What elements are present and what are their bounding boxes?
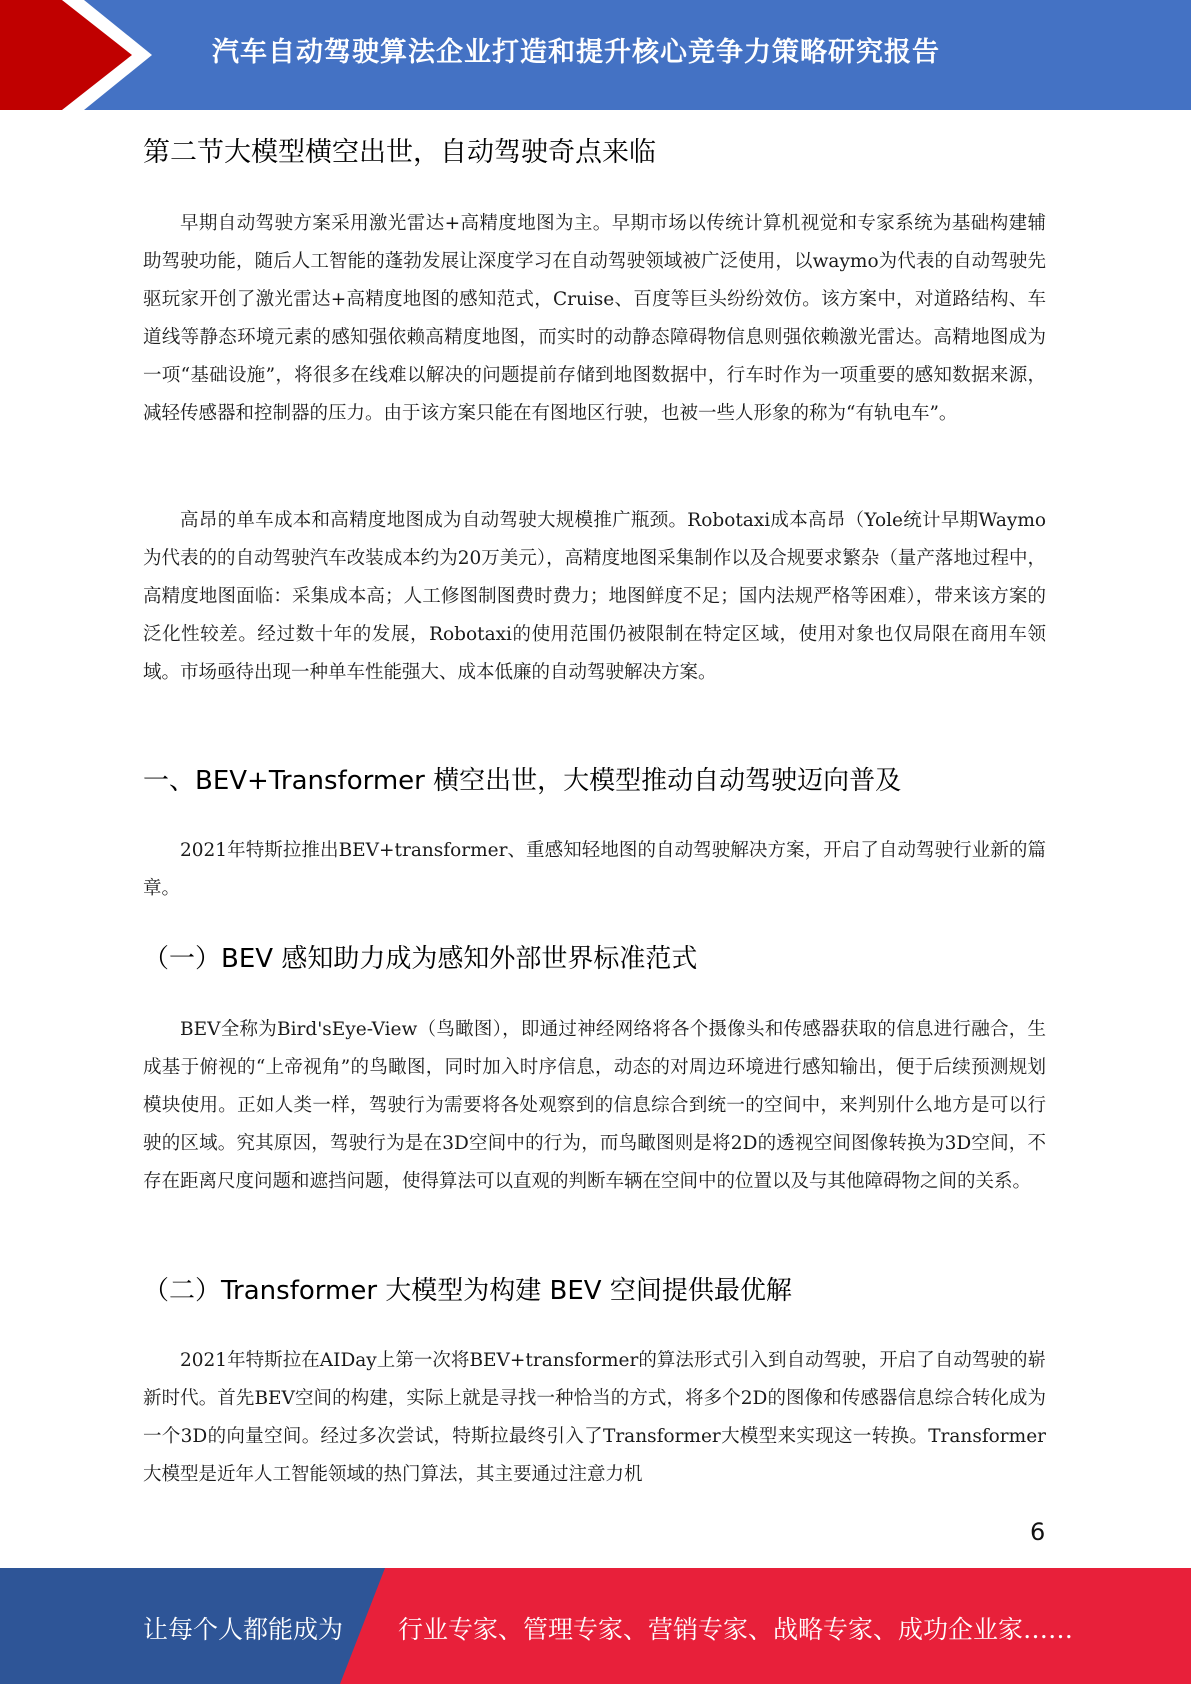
page-footer: [0, 1568, 1191, 1684]
footer-slogan-left: 让每个人都能成为: [143, 1615, 344, 1644]
paragraph-2: 高昂的单车成本和高精度地图成为自动驾驶大规模推广瓶颈。Robotaxi成本高昂（Yole统计早期Waymo为代表的的自动驾驶汽车改装成本约为20万美元），高精度地图采集制作以及合规要求繁杂（量产落地过程中，高精度地图面临：采集成本高；人工修图制图费时费力；地图鲜度不足；国内法规严格等困难），带来该方案的泛化性较差。经过数十年的发展，Robotaxi的使用范围仍被限制在特定区域，使用对象也仅局限在商用车领域。市场亟待出现一种单车性能强大、成本低廉的自动驾驶解决方案。: [143, 510, 1046, 683]
paragraph-4: BEV全称为Bird'sEye-View（鸟瞰图），即通过神经网络将各个摄像头和传感器获取的信息进行融合，生成基于俯视的“上帝视角”的鸟瞰图，同时加入时序信息，动态的对周边环境进行感知输出，便于后续预测规划模块使用。正如人类一样，驾驶行为需要将各处观察到的信息综合到统一的空间中，来判别什么地方是可以行驶的区域。究其原因，驾驶行为是在3D空间中的行为，而鸟瞰图则是将2D的透视空间图像转换为3D空间，不存在距离尺度问题和遮挡问题，使得算法可以直观的判断车辆在空间中的位置以及与其他障碍物之间的关系。: [143, 1019, 1046, 1192]
heading-bev-transformer: 一、BEV+Transformer 横空出世，大模型推动自动驾驶迈向普及: [143, 766, 902, 796]
paragraph-5: 2021年特斯拉在AIDay上第一次将BEV+transformer的算法形式引入到自动驾驶，开启了自动驾驶的崭新时代。首先BEV空间的构建，实际上就是寻找一种恰当的方式，将多个2D的图像和传感器信息综合转化成为一个3D的向量空间。经过多次尝试，特斯拉最终引入了Transformer大模型来实现这一转换。Transformer大模型是近年人工智能领域的热门算法，其主要通过注意力机: [143, 1350, 1046, 1485]
page-number: 6: [1030, 1518, 1046, 1546]
footer-slogan-right: 行业专家、管理专家、营销专家、战略专家、成功企业家……: [398, 1615, 1074, 1644]
paragraph-3: 2021年特斯拉推出BEV+transformer、重感知轻地图的自动驾驶解决方案，开启了自动驾驶行业新的篇章。: [143, 840, 1046, 899]
subheading-transformer: （二）Transformer 大模型为构建 BEV 空间提供最优解: [143, 1276, 792, 1306]
page-header: [0, 0, 1191, 110]
paragraph-1: 早期自动驾驶方案采用激光雷达+高精度地图为主。早期市场以传统计算机视觉和专家系统为基础构建辅助驾驶功能，随后人工智能的蓬勃发展让深度学习在自动驾驶领域被广泛使用，以waymo为代表的自动驾驶先驱玩家开创了激光雷达+高精度地图的感知范式，Cruise、百度等巨头纷纷效仿。该方案中，对道路结构、车道线等静态环境元素的感知强依赖高精度地图，而实时的动静态障碍物信息则强依赖激光雷达。高精地图成为一项“基础设施”，将很多在线难以解决的问题提前存储到地图数据中，行车时作为一项重要的感知数据来源，减轻传感器和控制器的压力。由于该方案只能在有图地区行驶，也被一些人形象的称为“有轨电车”。: [143, 213, 1046, 424]
section-title: 第二节大模型横空出世，自动驾驶奇点来临: [143, 137, 656, 168]
report-title: 汽车自动驾驶算法企业打造和提升核心竞争力策略研究报告: [212, 37, 940, 68]
subheading-bev-perception: （一）BEV 感知助力成为感知外部世界标准范式: [143, 944, 698, 974]
